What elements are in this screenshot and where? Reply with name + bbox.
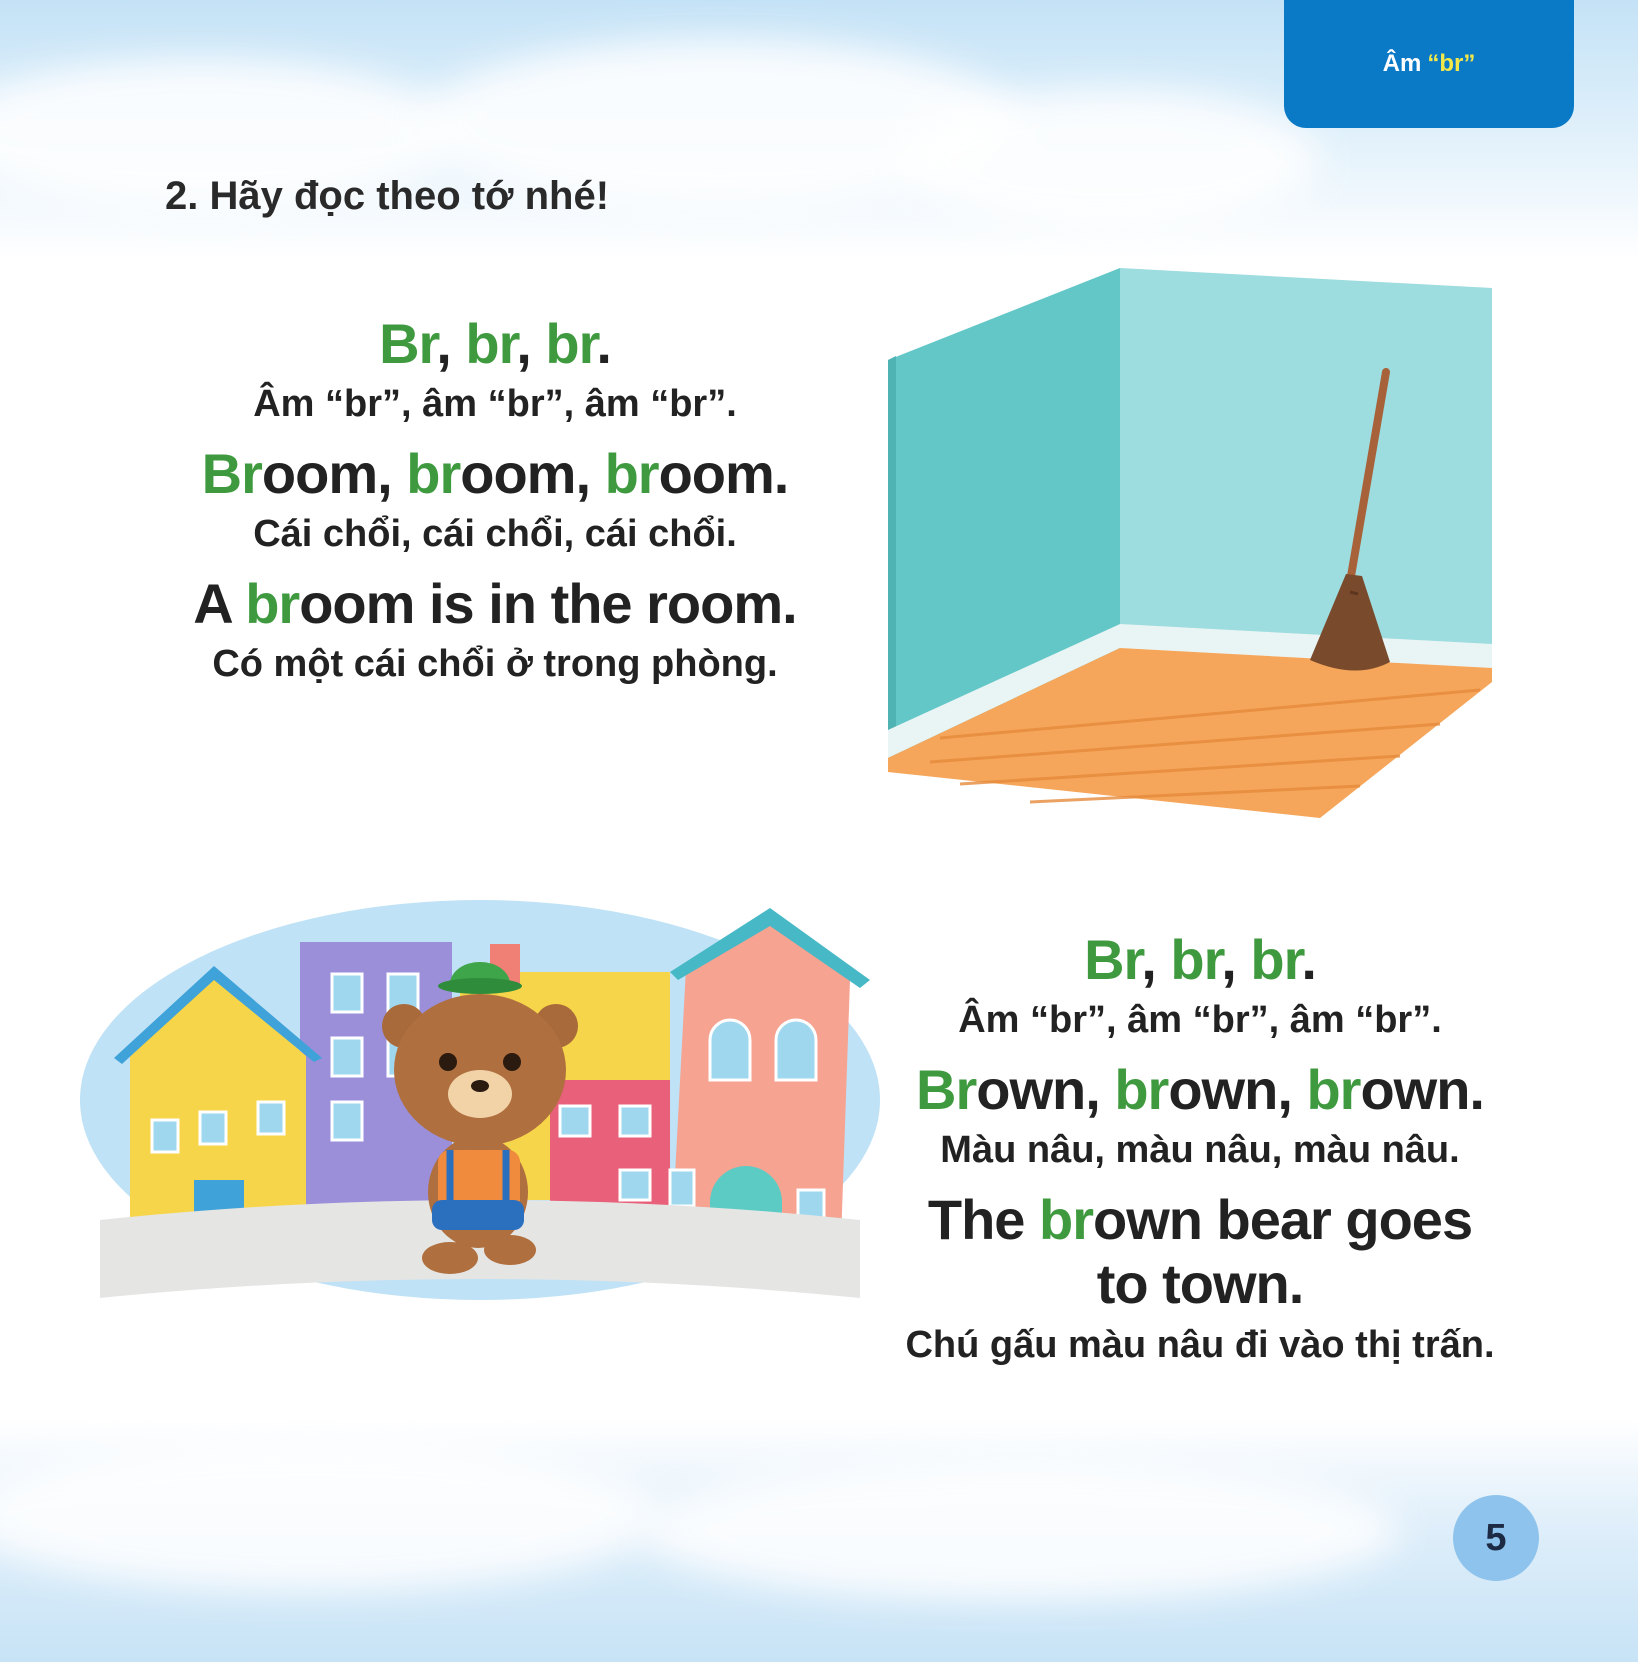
- tab-sound: “br”: [1427, 50, 1476, 77]
- verse2-line4: Màu nâu, màu nâu, màu nâu.: [940, 1129, 1460, 1172]
- cloud-decoration: [0, 1440, 660, 1590]
- section-tab: [1284, 0, 1574, 128]
- verse2-line3: Brown, brown, brown.: [916, 1057, 1484, 1121]
- verse1-line2: Âm “br”, âm “br”, âm “br”.: [253, 383, 737, 426]
- verse2-line5b: to town.: [1096, 1252, 1304, 1316]
- verse1-line6: Có một cái chổi ở trong phòng.: [212, 643, 778, 686]
- verse2-line1: Br, br, br.: [1084, 928, 1316, 991]
- verse1-line1: Br, br, br.: [379, 312, 611, 375]
- tab-prefix: Âm: [1382, 50, 1422, 77]
- verse2-line6: Chú gấu màu nâu đi vào thị trấn.: [905, 1323, 1495, 1366]
- exercise-heading: 2. Hãy đọc theo tớ nhé!: [165, 174, 610, 218]
- room-broom-illustration: [880, 262, 1500, 822]
- town-bear-illustration: [70, 880, 890, 1400]
- verse1-line4: Cái chổi, cái chổi, cái chổi.: [253, 513, 737, 556]
- verse2-line5: The brown bear goes: [927, 1187, 1473, 1251]
- verse1-line5: A broom is in the room.: [193, 571, 797, 635]
- verse1-line3: Broom, broom, broom.: [201, 441, 789, 505]
- cloud-decoration: [900, 90, 1320, 230]
- verse-brown: [850, 928, 1550, 1382]
- verse2-line2: Âm “br”, âm “br”, âm “br”.: [958, 999, 1442, 1042]
- verse-broom: [140, 312, 850, 702]
- cloud-decoration: [640, 1460, 1400, 1600]
- page-number: 5: [1453, 1495, 1539, 1581]
